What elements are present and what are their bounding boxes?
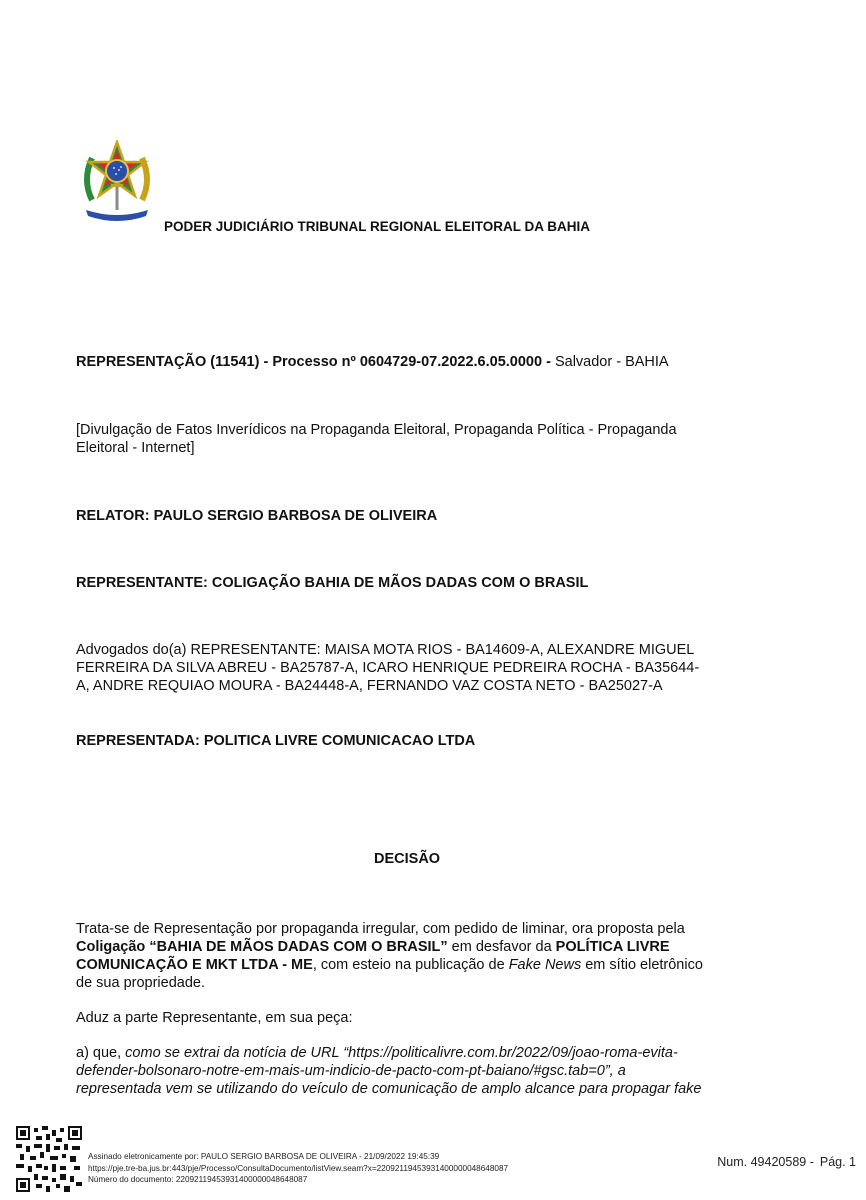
representada-name-part1: POLÍTICA LIVRE [555, 939, 670, 955]
subject-line-2: Eleitoral - Internet] [76, 440, 195, 456]
signature-block [88, 1151, 508, 1186]
representada-name-part2: COMUNICAÇÃO E MKT LTDA - ME [76, 957, 313, 973]
process-location: Salvador - BAHIA [554, 354, 669, 370]
relator: RELATOR: PAULO SERGIO BARBOSA DE OLIVEIRA [76, 508, 438, 524]
advogados-line-1: Advogados do(a) REPRESENTANTE: MAISA MOTA RIOS - BA14609-A, ALEXANDRE MIGUEL [76, 642, 695, 658]
body-p3-line-3: representada vem se utilizando do veículo de comunicação de amplo alcance para propagar fake [76, 1081, 702, 1097]
representada: REPRESENTADA: POLITICA LIVRE COMUNICACAO LTDA [76, 733, 476, 749]
advogados-line-2: FERREIRA DA SILVA ABREU - BA25787-A, ICARO HENRIQUE PEDREIRA ROCHA - BA35644- [76, 660, 700, 676]
subject-line-1: [Divulgação de Fatos Inverídicos na Propaganda Eleitoral, Propaganda Política - Propaganda [76, 422, 677, 438]
body-p2: Aduz a parte Representante, em sua peça: [76, 1010, 353, 1026]
body-p1-line-4: de sua propriedade. [76, 975, 205, 991]
qr-code-icon [16, 1126, 82, 1192]
brazil-coat-of-arms-icon [78, 140, 156, 222]
document-num: Num. 49420589 - [717, 1155, 814, 1169]
signed-by: Assinado eletronicamente por: PAULO SERGIO BARBOSA DE OLIVEIRA - 21/09/2022 19:45:39 [88, 1152, 440, 1161]
body-text: em sítio eletrônico [581, 957, 703, 973]
body-p3-line-2: defender-bolsonaro-notre-em-mais-um-indicio-de-pacto-com-pt-baiano/#gsc.tab=0”, a [76, 1063, 626, 1079]
coligacao-name: Coligação “BAHIA DE MÃOS DADAS COM O BRASIL” [76, 939, 448, 955]
body-p1-line-3 [76, 956, 703, 974]
court-header-title: PODER JUDICIÁRIO TRIBUNAL REGIONAL ELEITORAL DA BAHIA [164, 219, 591, 234]
decisao-title: DECISÃO [374, 851, 441, 867]
body-p1-line-1: Trata-se de Representação por propaganda irregular, com pedido de liminar, ora proposta pela [76, 921, 685, 937]
body-p1-line-2 [76, 938, 670, 956]
body-p3-line-1 [76, 1044, 678, 1062]
process-number: REPRESENTAÇÃO (11541) - Processo nº 0604729-07.2022.6.05.0000 - [76, 354, 551, 370]
body-text: a) que, [76, 1045, 126, 1061]
body-text: em desfavor da [447, 939, 556, 955]
process-line [76, 353, 669, 371]
page-number-block [717, 1155, 856, 1169]
representante: REPRESENTANTE: COLIGAÇÃO BAHIA DE MÃOS DADAS COM O BRASIL [76, 575, 589, 591]
quoted-text: como se extrai da notícia de URL “https://politicalivre.com.br/2022/09/joao-roma-evita- [125, 1045, 678, 1061]
document-url[interactable]: https://pje.tre-ba.jus.br:443/pje/Processo/ConsultaDocumento/listView.seam?x=22092119453931400000048648087 [88, 1163, 509, 1173]
page-number: Pág. 1 [819, 1155, 856, 1169]
advogados-line-3: A, ANDRE REQUIAO MOURA - BA24448-A, FERNANDO VAZ COSTA NETO - BA25027-A [76, 678, 663, 694]
document-number: Número do documento: 22092119453931400000048648087 [88, 1175, 308, 1184]
fake-news-term: Fake News [508, 957, 582, 973]
body-text: , com esteio na publicação de [312, 957, 509, 973]
